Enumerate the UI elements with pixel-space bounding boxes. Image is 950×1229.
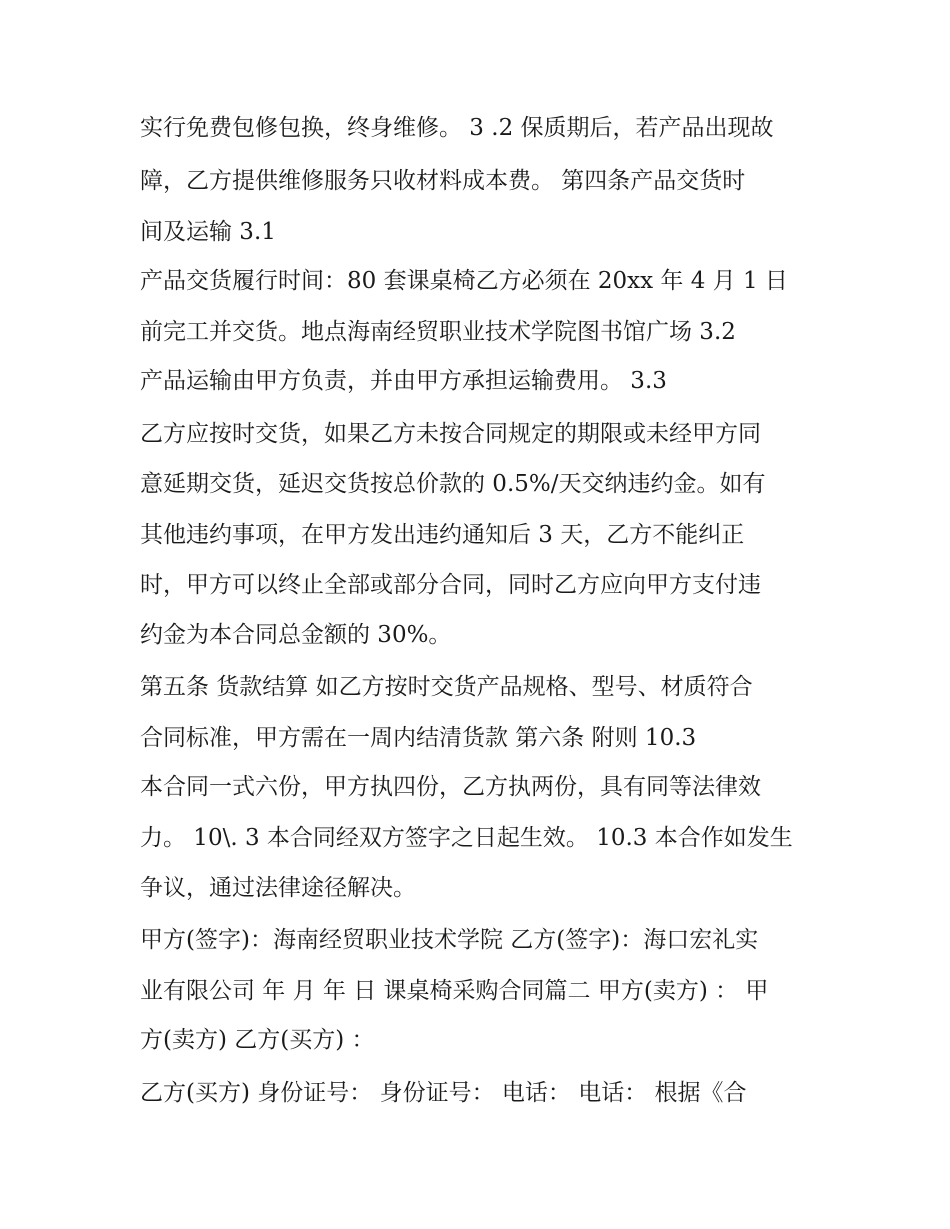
text-line: 约金为本合同总金额的 30%。: [140, 622, 452, 648]
text-line: 第五条 货款结算 如乙方按时交货产品规格、型号、材质符合: [140, 674, 753, 700]
text-line: 意延期交货，延迟交货按总价款的 0.5%/天交纳违约金。如有: [140, 471, 766, 497]
text-line: 乙方(买方) 身份证号： 身份证号： 电话： 电话： 根据《合: [140, 1080, 747, 1106]
text-line: 产品交货履行时间：80 套课桌椅乙方必须在 20xx 年 4 月 1 日: [140, 268, 788, 294]
text-line: 间及运输 3.1: [140, 219, 276, 245]
text-line: 合同标准，甲方需在一周内结清货款 第六条 附则 10.3: [140, 725, 697, 751]
text-line: 前完工并交货。地点海南经贸职业技术学院图书馆广场 3.2: [140, 319, 736, 345]
text-line: 争议，通过法律途径解决。: [140, 875, 416, 901]
text-line: 甲方(签字)：海南经贸职业技术学院 乙方(签字)：海口宏礼实: [140, 927, 759, 953]
text-line: 时，甲方可以终止全部或部分合同，同时乙方应向甲方支付违: [140, 572, 761, 598]
text-line: 产品运输由甲方负责，并由甲方承担运输费用。 3.3: [140, 368, 667, 394]
text-line: 业有限公司 年 月 年 日 课桌椅采购合同篇二 甲方(卖方) ： 甲: [140, 978, 769, 1004]
text-line: 力。 10\. 3 本合同经双方签字之日起生效。 10.3 本合作如发生: [140, 825, 793, 851]
text-line: 实行免费包修包换，终身维修。 3 .2 保质期后，若产品出现故: [140, 115, 774, 141]
text-line: 障，乙方提供维修服务只收材料成本费。 第四条产品交货时: [140, 168, 746, 194]
text-line: 方(卖方) 乙方(买方) ：: [140, 1027, 375, 1053]
text-line: 本合同一式六份，甲方执四份，乙方执两份，具有同等法律效: [140, 774, 761, 800]
text-line: 乙方应按时交货，如果乙方未按合同规定的期限或未经甲方同: [140, 421, 761, 447]
text-line: 其他违约事项，在甲方发出违约通知后 3 天，乙方不能纠正: [140, 522, 745, 548]
